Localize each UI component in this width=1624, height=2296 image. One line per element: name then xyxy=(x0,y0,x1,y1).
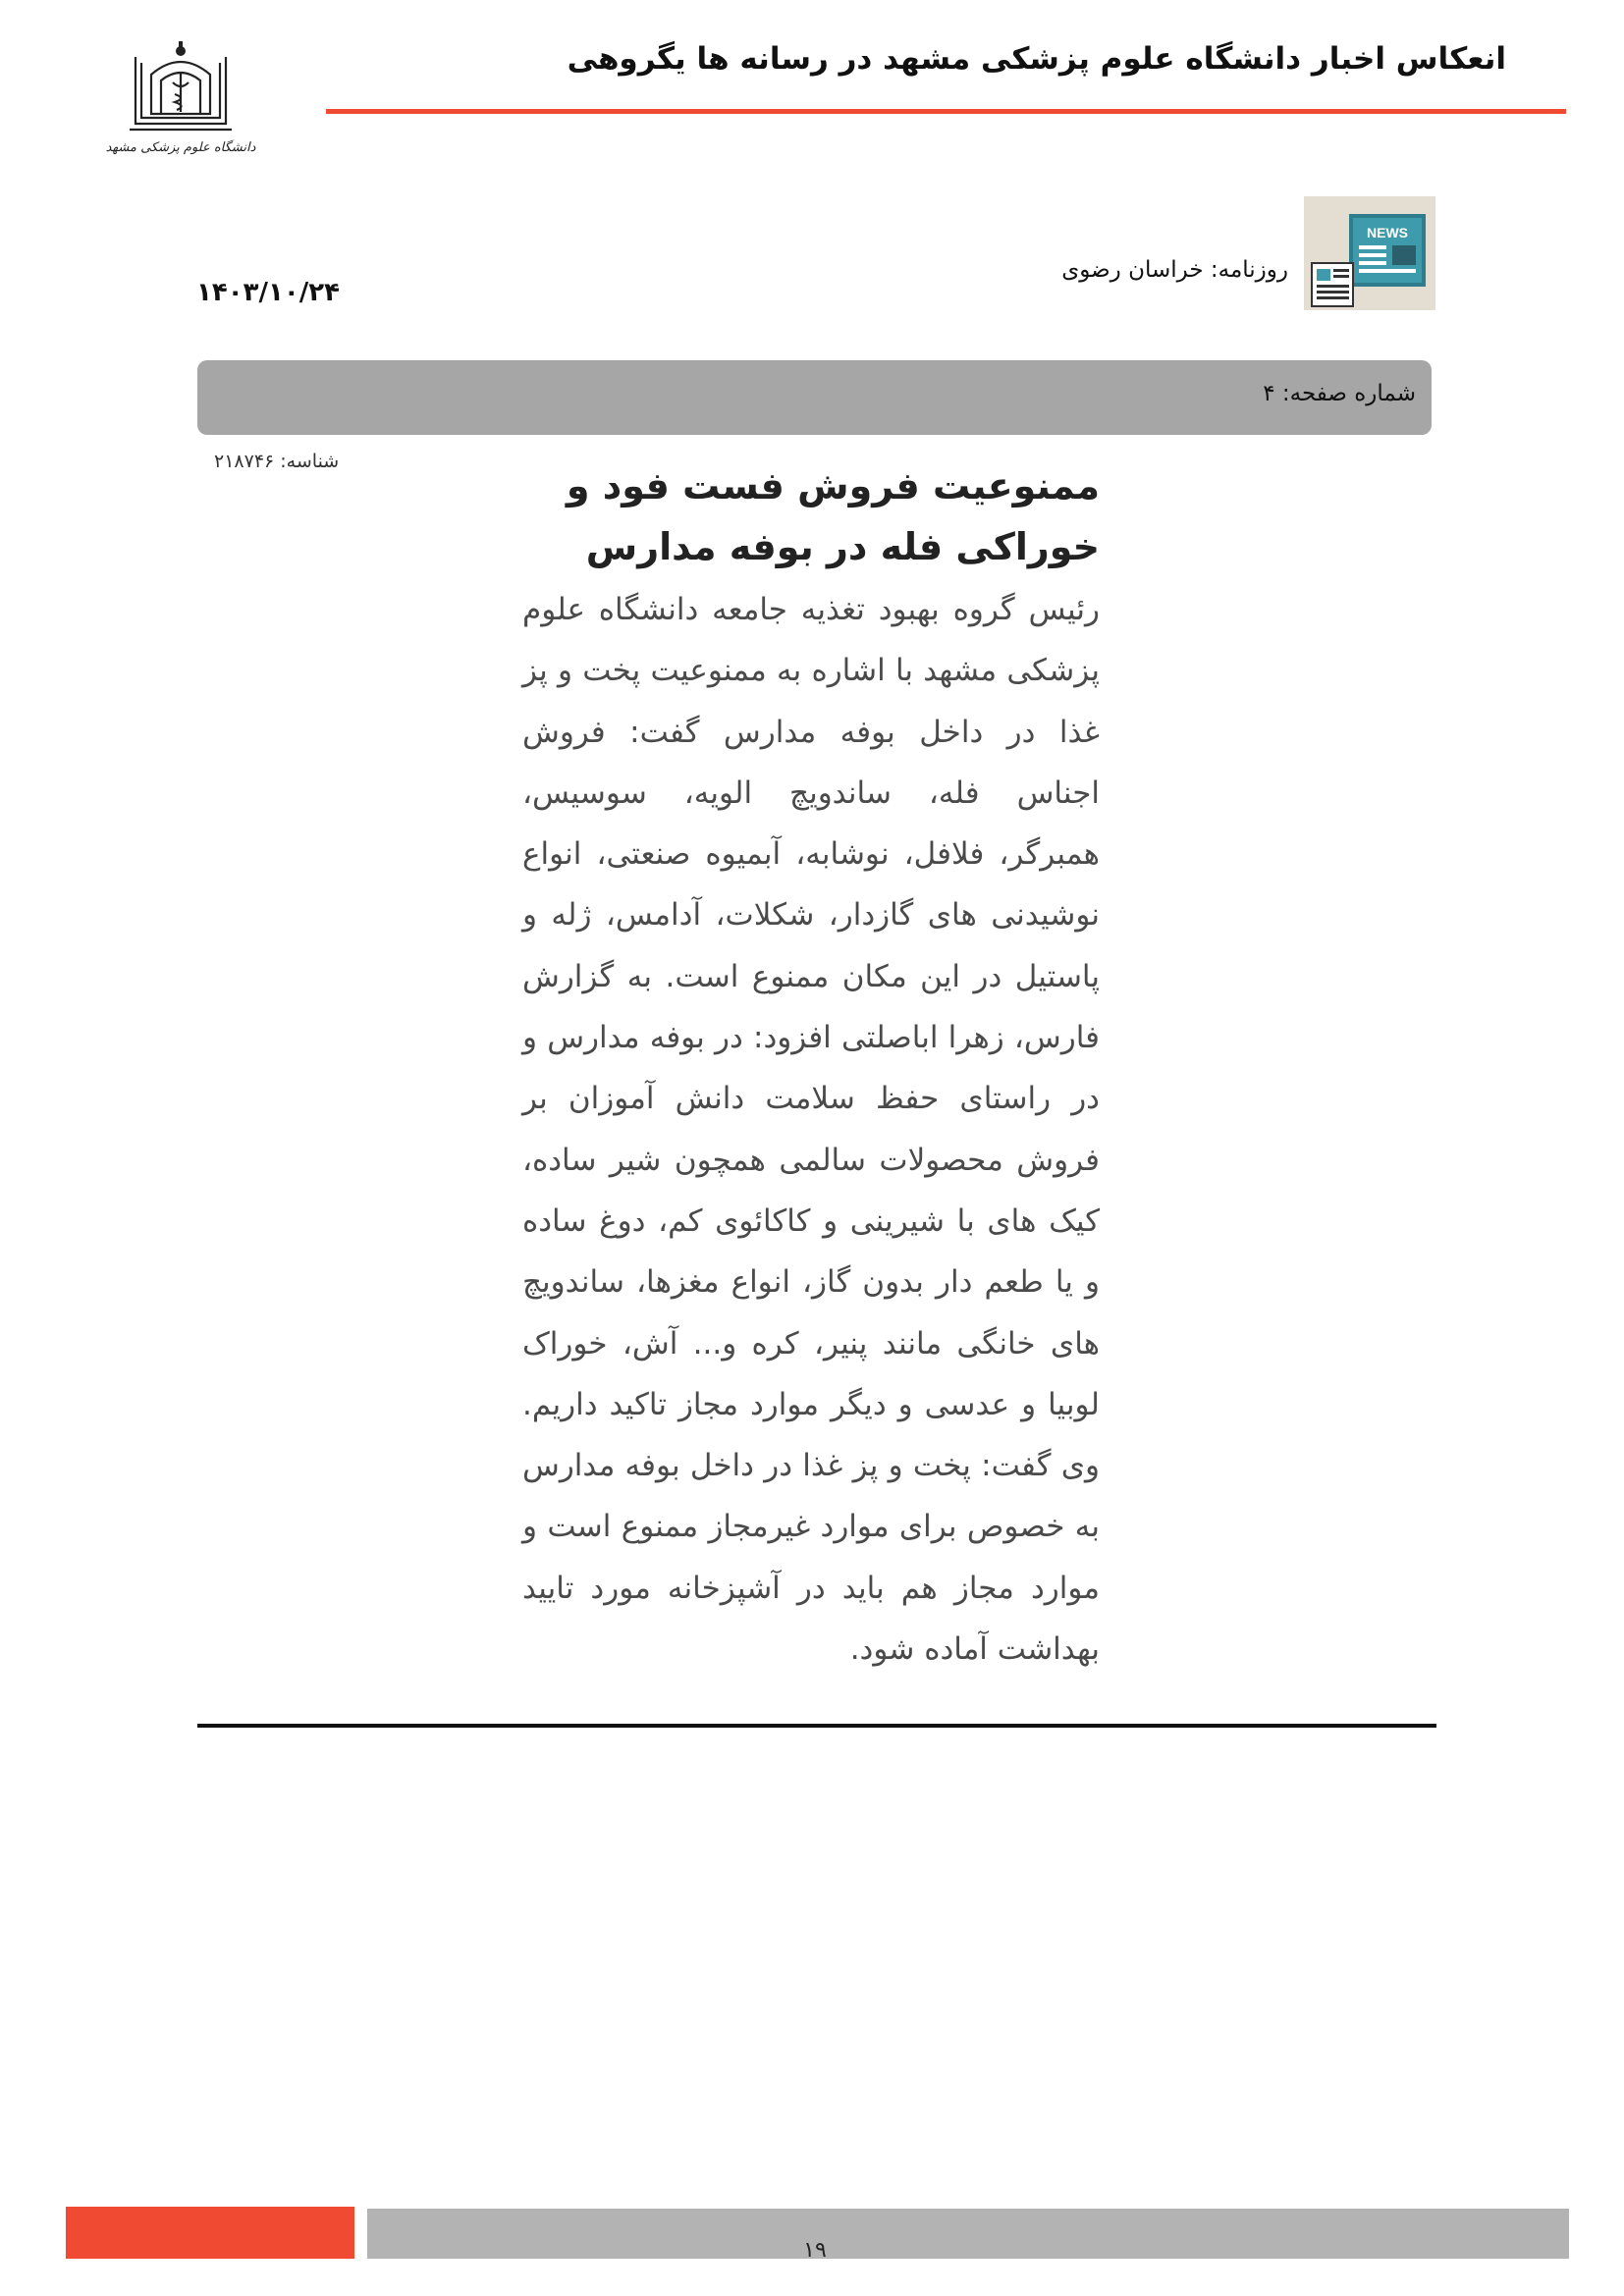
newspaper-name: روزنامه: خراسان رضوی xyxy=(1061,257,1288,283)
report-title: انعکاس اخبار دانشگاه علوم پزشکی مشهد در رسانه ها یگروهی xyxy=(567,41,1506,77)
newspaper-icon xyxy=(1304,196,1435,310)
headline-line-1: ممنوعیت فروش فست فود و xyxy=(566,464,1100,507)
article-id: شناسه: ۲۱۸۷۴۶ xyxy=(214,451,340,472)
page-number: ۱۹ xyxy=(803,2238,827,2263)
article-body: رئیس گروه بهبود تغذیه جامعه دانشگاه علوم پزشکی مشهد با اشاره به ممنوعیت پخت و پز غذا در داخل بوفه مدارس گفت: فروش اجناس فله، ساندویچ الویه، سوسیس، همبرگر، فلافل، نوشابه، آبمیوه صنعتی، انواع نوشیدنی های گازدار، شکلات، آدامس، ژله و پاستیل در این مکان ممنوع است. به گزارش فارس، زهرا اباصلتی افزود: در بوفه مدارس و در راستای حفظ سلامت دانش آموزان بر فروش محصولات سالمی همچون شیر ساده، کیک های با شیرینی و کاکائوی کم، دوغ ساده و یا طعم دار بدون گاز، انواع مغزها، ساندویچ های خانگی مانند پنیر، کره و... آش، خوراک لوبیا و عدسی و دیگر موارد مجاز تاکید داریم. وی گفت: پخت و پز غذا در داخل بوفه مدارس به خصوص برای موارد غیرمجاز ممنوع است و موارد مجاز هم باید در آشپزخانه مورد تایید بهداشت آماده شود. xyxy=(522,592,1100,1668)
headline-line-2: خوراکی فله در بوفه مدارس xyxy=(585,525,1100,568)
header-divider xyxy=(326,109,1566,114)
article-end-divider xyxy=(197,1724,1436,1728)
footer-bar xyxy=(367,2209,1569,2259)
page-number-bar xyxy=(197,360,1432,435)
publication-date: ۱۴۰۳/۱۰/۲۴ xyxy=(196,278,340,307)
article-headline xyxy=(511,455,1100,577)
logo-caption: دانشگاه علوم پزشکی مشهد xyxy=(105,140,256,155)
university-logo xyxy=(105,39,256,167)
page-number-label: شماره صفحه: ۴ xyxy=(1263,381,1416,406)
news-icon-text: NEWS xyxy=(1367,225,1408,240)
footer-accent-bar xyxy=(66,2207,354,2259)
